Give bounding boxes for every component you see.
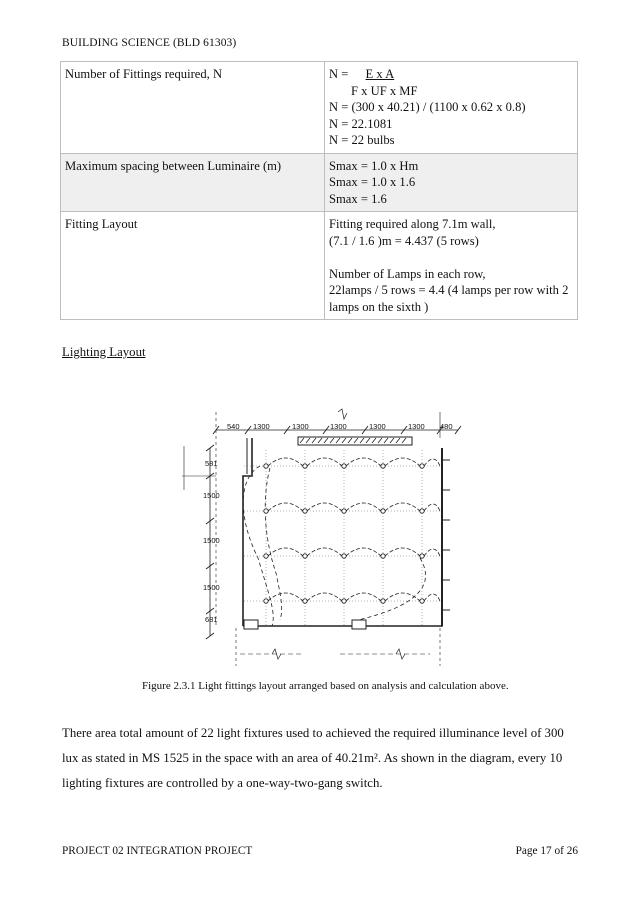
table-row	[61, 212, 578, 320]
row-value	[325, 62, 578, 154]
light-fixture	[381, 464, 385, 468]
wiring-arc	[385, 458, 420, 466]
formula-line: Fitting required along 7.1m wall,	[329, 217, 496, 231]
table-row	[61, 153, 578, 212]
light-fixture	[342, 599, 346, 603]
light-fixture	[420, 464, 424, 468]
formula-line: 22lamps / 5 rows = 4.4 (4 lamps per row with 2	[329, 283, 569, 297]
formula-result: N = 22 bulbs	[329, 133, 395, 147]
row-label: Fitting Layout	[61, 212, 325, 320]
figure-caption: Figure 2.3.1 Light fittings layout arranged based on analysis and calculation above.	[142, 680, 509, 692]
light-fixture	[381, 554, 385, 558]
wiring-arc	[268, 548, 303, 556]
wiring-arc	[346, 548, 381, 556]
light-fixture	[420, 599, 424, 603]
switch-wiring-loop	[358, 558, 426, 620]
table-row	[61, 62, 578, 154]
row-label: Number of Fittings required, N	[61, 62, 325, 154]
formula-line: N = (300 x 40.21) / (1100 x 0.62 x 0.8)	[329, 100, 526, 114]
light-fixture	[342, 509, 346, 513]
light-fixture	[303, 554, 307, 558]
light-fixture	[381, 599, 385, 603]
page-number: Page 17 of 26	[515, 845, 578, 857]
wiring-arc	[307, 503, 342, 511]
wiring-arc	[346, 503, 381, 511]
dim-label: 480	[440, 422, 453, 431]
formula-result: Smax = 1.6	[329, 191, 387, 206]
wiring-arc	[385, 593, 420, 601]
formula-line: lamps on the sixth )	[329, 299, 429, 314]
dim-label: 1300	[253, 422, 270, 431]
light-fixture	[420, 554, 424, 558]
row-value	[325, 212, 578, 320]
formula-line	[329, 66, 573, 83]
wiring-arc	[385, 503, 420, 511]
wiring-arc	[424, 504, 440, 511]
light-fixture	[342, 554, 346, 558]
light-fixture	[264, 554, 268, 558]
dim-label: 1300	[330, 422, 347, 431]
dim-label: 1500	[203, 583, 220, 592]
formula-prefix: N =	[329, 67, 349, 81]
wiring-arc	[424, 549, 440, 556]
switch-box	[352, 620, 366, 629]
body-paragraph: There area total amount of 22 light fixtures used to achieved the required illuminance level of 300 lux as stated in MS 1525 in the space with an area of 40.21m². As shown in the diagram, every 10 lighting fixtures are controlled by a one-way-two-gang switch.	[62, 726, 564, 790]
window-marks	[442, 448, 450, 626]
dim-label: 1300	[369, 422, 386, 431]
light-fixture	[342, 464, 346, 468]
formula-denominator: F x UF x MF	[351, 83, 418, 98]
section-title: Lighting Layout	[62, 345, 146, 359]
light-fixture	[303, 509, 307, 513]
dim-label: 1300	[408, 422, 425, 431]
wiring-arc	[346, 458, 381, 466]
dim-label: 1300	[292, 422, 309, 431]
light-fixture	[264, 599, 268, 603]
footer-title: PROJECT 02 INTEGRATION PROJECT	[62, 845, 253, 857]
wiring-arc	[424, 459, 440, 466]
calculation-table	[60, 61, 578, 320]
lighting-layout-diagram	[180, 408, 470, 666]
dim-label: 581	[205, 459, 218, 468]
row-label: Maximum spacing between Luminaire (m)	[61, 153, 325, 212]
break-mark	[338, 409, 347, 419]
wiring-arc	[268, 503, 303, 511]
light-fixture	[264, 464, 268, 468]
dim-label: 1500	[203, 536, 220, 545]
wiring-arc	[307, 548, 342, 556]
dim-label: 681	[205, 615, 218, 624]
formula-line: Smax = 1.0 x 1.6	[329, 175, 416, 189]
wiring-arc	[268, 593, 303, 601]
switch-box	[244, 620, 258, 629]
formula-numerator: E x A	[365, 67, 395, 81]
formula-line: N = 22.1081	[329, 116, 393, 131]
formula-line: Number of Lamps in each row,	[329, 266, 486, 281]
light-fixture	[264, 509, 268, 513]
top-dimension-labels	[227, 422, 453, 431]
dim-label: 1500	[203, 491, 220, 500]
wiring-arc	[424, 594, 440, 601]
light-fixture	[381, 509, 385, 513]
dim-label: 540	[227, 422, 240, 431]
wiring-arc	[385, 548, 420, 556]
spacer	[329, 249, 573, 266]
row-value	[325, 153, 578, 212]
light-fixtures	[264, 458, 440, 603]
left-dimension-labels	[203, 459, 220, 624]
formula-line: Smax = 1.0 x Hm	[329, 158, 419, 173]
light-fixture	[303, 464, 307, 468]
wiring-arc	[307, 593, 342, 601]
wiring-arc	[346, 593, 381, 601]
wiring-arc	[307, 458, 342, 466]
hatched-element	[298, 437, 412, 445]
hatch-pattern	[300, 438, 406, 443]
wiring-arc	[268, 458, 303, 466]
formula-line: (7.1 / 1.6 )m = 4.437 (5 rows)	[329, 233, 479, 248]
light-fixture	[420, 509, 424, 513]
page-header: BUILDING SCIENCE (BLD 61303)	[62, 37, 237, 49]
light-fixture	[303, 599, 307, 603]
